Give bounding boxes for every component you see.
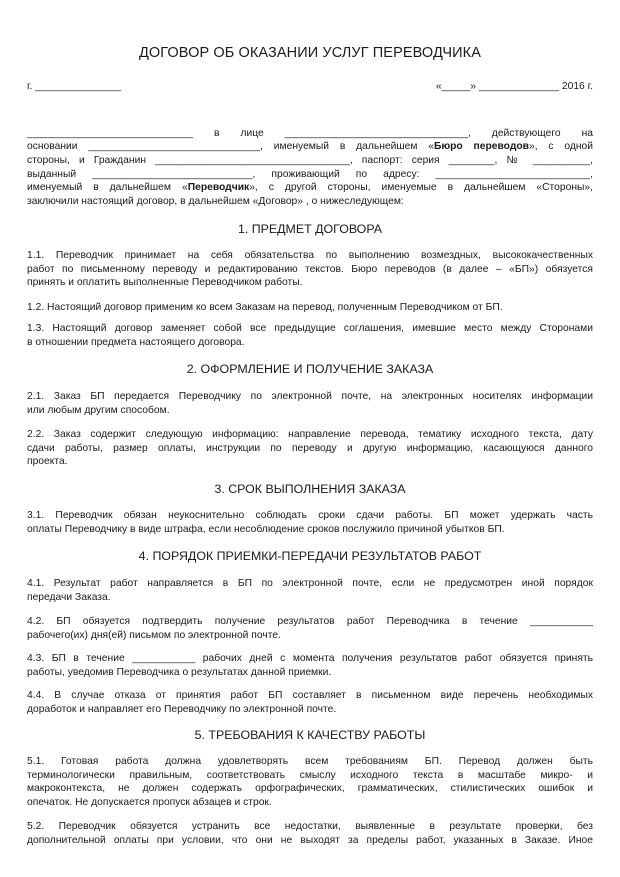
section-3-heading: 3. СРОК ВЫПОЛНЕНИЯ ЗАКАЗА (214, 482, 406, 496)
clause-line: передачи Заказа. (27, 591, 111, 603)
section-1-heading: 1. ПРЕДМЕТ ДОГОВОРА (237, 222, 383, 236)
clause-line: проекта. (27, 456, 68, 468)
date-line: «_____» ______________ 2016 г. (435, 81, 593, 92)
clause-4-2 (27, 615, 593, 642)
party-translator-name: Переводчик (187, 182, 250, 193)
clause-line: 5.1. Готовая работа должна удовлетворять всем требованиям БП. Перевод должен быть (27, 756, 593, 767)
parties-line-2-end: », с одной (529, 141, 593, 152)
clause-line: 1.1. Переводчик принимает на себя обязательства по выполнению возмездных, высококачественных (27, 250, 593, 261)
clause-line: 2.2. Заказ содержит следующую информацию: направление перевода, тематику исходного текста, дату (27, 429, 593, 440)
clause-line: доработок и направляет его Переводчику по электронной почте. (27, 703, 337, 715)
document-title: ДОГОВОР ОБ ОКАЗАНИИ УСЛУГ ПЕРЕВОДЧИКА (138, 45, 482, 61)
clause-2-2 (27, 428, 593, 469)
clause-line: 1.3. Настоящий договор заменяет собой все предыдущие соглашения, имевшие место между Сторонами (27, 323, 593, 334)
clause-2-1 (27, 390, 593, 417)
clause-line: 4.1. Результат работ направляется в БП по электронной почте, если не предусмотрен иной порядок (27, 578, 593, 589)
clause-5-2 (27, 820, 593, 847)
clause-line: оплаты Переводчику в виде штрафа, если несоблюдение сроков послужило причиной убытков БП. (27, 523, 505, 535)
parties-line-5-end: », с другой стороны, именуемые в дальнейшем «Стороны», (249, 182, 593, 193)
clause-line: макроконтекста, не должен содержать орфографических, грамматических, стилистических ошибок и (27, 783, 593, 795)
clause-4-3 (27, 652, 593, 679)
clause-5-1 (27, 755, 593, 809)
clause-1-1 (27, 249, 593, 290)
parties-line-4: выданный ____________________________, проживающий по адресу: ___________________________, (27, 169, 593, 180)
clause-line: работы, уведомив Переводчика о результатах данной приемки. (27, 666, 332, 678)
parties-line-1: _____________________________ в лице ________________________________, действующего на (27, 128, 593, 139)
clause-line: 4.2. БП обязуется подтвердить получение результатов работ Переводчика в течение ___________ (27, 616, 593, 627)
clause-line: в отношении предмета настоящего договора. (27, 336, 245, 348)
clause-line: 2.1. Заказ БП передается Переводчику по электронной почте, на электронных носителях информации (27, 391, 593, 402)
clause-line: 5.2. Переводчик обязуется устранить все недостатки, выявленные в результате проверки, без (27, 821, 593, 832)
parties-line-2-start: основании ______________________________, именуемый в дальнейшем « (27, 141, 434, 152)
clause-4-4 (27, 689, 593, 716)
clause-line: принять и оплатить выполненные Переводчиком работы. (27, 277, 303, 289)
clause-line: рабочего(их) дня(ей) письмом по электронной почте. (27, 629, 281, 641)
clause-line: 1.2. Настоящий договор применим ко всем Заказам на перевод, полученным Переводчиком от БП. (27, 302, 503, 313)
clause-line: или любым другим способом. (27, 404, 170, 416)
clause-line: работ по письменному переводу и редактированию текстов. Бюро переводов (в далее – «БП») обязуется (27, 263, 593, 275)
clause-3-1 (27, 509, 593, 536)
clause-line: 4.3. БП в течение ___________ рабочих дней с момента получения результатов работ обязуется принять (27, 653, 593, 664)
parties-line-6: заключили настоящий договор, в дальнейшем «Договор» , о нижеследующем: (27, 196, 404, 207)
section-4-heading: 4. ПОРЯДОК ПРИЕМКИ-ПЕРЕДАЧИ РЕЗУЛЬТАТОВ РАБОТ (138, 549, 482, 563)
parties-line-2 (27, 141, 593, 154)
clause-line: опечаток. Не допускается пропуск абзацев и строк. (27, 796, 272, 808)
parties-line-5 (27, 182, 593, 195)
section-5-heading: 5. ТРЕБОВАНИЯ К КАЧЕСТВУ РАБОТЫ (194, 728, 426, 742)
clause-line: сдачи работы, размер оплаты, инструкции по переводу и другую информацию, касающуюся данного (27, 442, 593, 454)
clause-line: 4.4. В случае отказа от принятия работ БП составляет в письменном виде перечень необходимых (27, 690, 593, 701)
party-bureau-name: Бюро переводов (433, 141, 529, 152)
clause-1-2 (27, 301, 593, 315)
clause-line: дополнительной оплаты при условии, что они не выходят за пределы работ, указанных в Заказе. Иное (27, 834, 593, 846)
clause-1-3 (27, 322, 593, 349)
clause-4-1 (27, 577, 593, 604)
parties-line-3: стороны, и Гражданин __________________________________, паспорт: серия ________, № __________, (27, 155, 593, 166)
parties-line-5-start: именуемый в дальнейшем « (27, 182, 188, 193)
section-2-heading: 2. ОФОРМЛЕНИЕ И ПОЛУЧЕНИЕ ЗАКАЗА (186, 362, 434, 376)
clause-line: терминологически правильным, соответствовать смыслу исходного текста в масштабе микро- и (27, 769, 593, 781)
place-line: г. _______________ (27, 81, 122, 92)
clause-line: 3.1. Переводчик обязан неукоснительно соблюдать сроки сдачи работы. БП может удержать часть (27, 510, 593, 521)
